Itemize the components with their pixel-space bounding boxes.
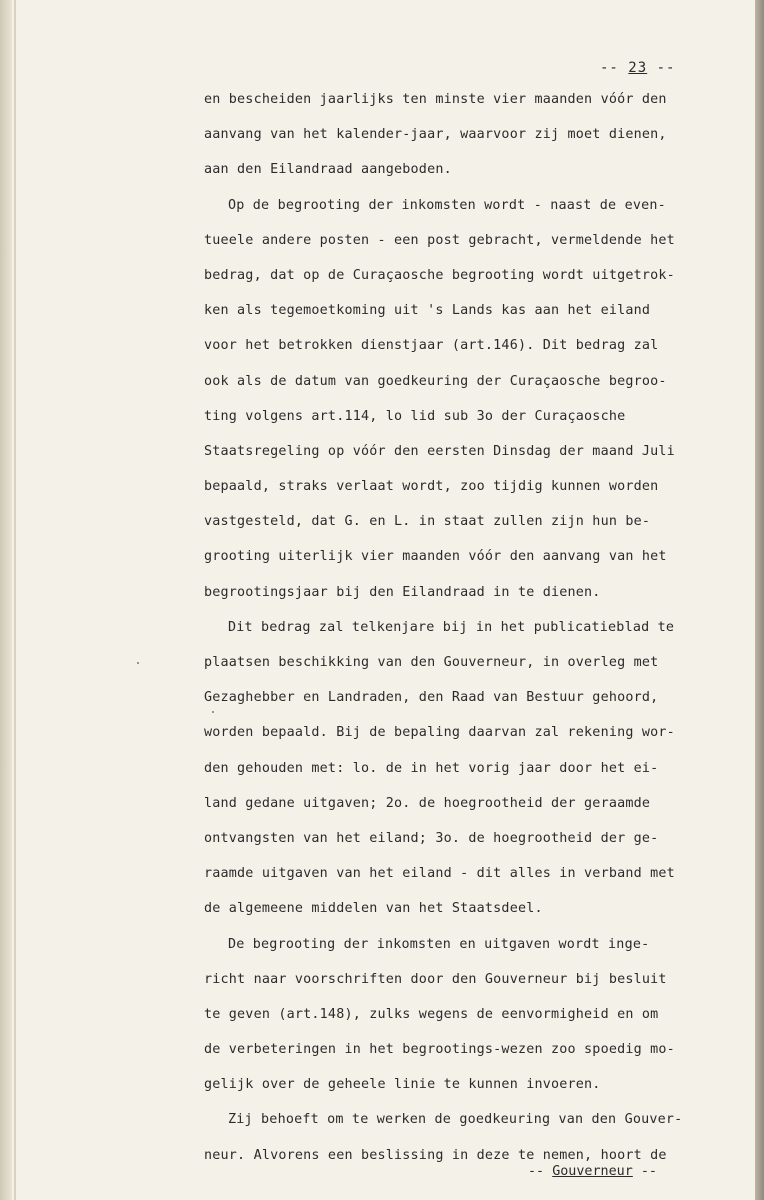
paper-speck <box>137 662 139 664</box>
body-text <box>204 86 704 1177</box>
text-line: bepaald, straks verlaat wordt, zoo tijdig kunnen worden <box>204 479 659 495</box>
text-line: vastgesteld, dat G. en L. in staat zullen zijn hun be- <box>204 514 651 530</box>
text-line: te geven (art.148), zulks wegens de eenvormigheid en om <box>204 1006 659 1022</box>
text-line: voor het betrokken dienstjaar (art.146). Dit bedrag zal <box>204 338 659 354</box>
text-line: tueele andere posten - een post gebracht, vermeldende het <box>204 232 675 248</box>
paper-speck <box>212 711 214 713</box>
text-line: ting volgens art.114, lo lid sub 3o der Curaçaosche <box>204 408 626 424</box>
text-line: gelijk over de geheele linie te kunnen invoeren. <box>204 1077 601 1093</box>
text-line: de algemeene middelen van het Staatsdeel. <box>204 901 543 917</box>
text-line: aanvang van het kalender-jaar, waarvoor zij moet dienen, <box>204 127 667 143</box>
text-line: worden bepaald. Bij de bepaling daarvan zal rekening wor- <box>204 725 675 741</box>
page-number-suffix: -- <box>647 60 676 76</box>
text-line: aan den Eilandraad aangeboden. <box>204 162 452 178</box>
catchword <box>528 1164 657 1179</box>
page-left-edge <box>0 0 12 1200</box>
text-line: grooting uiterlijk vier maanden vóór den aanvang van het <box>204 549 667 565</box>
text-line: en bescheiden jaarlijks ten minste vier maanden vóór den <box>204 92 667 107</box>
paragraph-start-line: Dit bedrag zal telkenjare bij in het publicatieblad te <box>228 619 675 635</box>
text-line: ook als de datum van goedkeuring der Curaçaosche begroo- <box>204 373 667 389</box>
catchword-suffix: -- <box>632 1164 657 1179</box>
text-line: ontvangsten van het eiland; 3o. de hoegrootheid der ge- <box>204 830 659 846</box>
text-line: de verbeteringen in het begrootings-wezen zoo spoedig mo- <box>204 1042 675 1058</box>
paragraph-start-line: De begrooting der inkomsten en uitgaven wordt inge- <box>228 936 650 952</box>
text-line: bedrag, dat op de Curaçaosche begrooting wordt uitgetrok- <box>204 267 675 283</box>
page-right-edge <box>755 0 764 1200</box>
text-line: ken als tegemoetkoming uit 's Lands kas aan het eiland <box>204 303 651 319</box>
page-number-value: 23 <box>628 60 648 76</box>
text-line: raamde uitgaven van het eiland - dit alles in verband met <box>204 866 675 882</box>
text-line: begrootingsjaar bij den Eilandraad in te dienen. <box>204 584 601 600</box>
page-number <box>600 60 675 76</box>
paragraph-start-line: Zij behoeft om te werken de goedkeuring van den Gouver- <box>228 1112 683 1128</box>
text-line: Gezaghebber en Landraden, den Raad van Bestuur gehoord, <box>204 690 659 706</box>
page-fold-line <box>14 0 16 1200</box>
page-number-prefix: -- <box>600 60 629 76</box>
text-line: neur. Alvorens een beslissing in deze te nemen, hoort de <box>204 1147 667 1163</box>
text-line: plaatsen beschikking van den Gouverneur, in overleg met <box>204 655 659 670</box>
text-line: richt naar voorschriften door den Gouverneur bij besluit <box>204 971 667 987</box>
catchword-prefix: -- <box>528 1164 553 1179</box>
paragraph-start-line: Op de begrooting der inkomsten wordt - naast de even- <box>228 197 666 213</box>
text-line: den gehouden met: lo. de in het vorig jaar door het ei- <box>204 760 659 776</box>
text-line: Staatsregeling op vóór den eersten Dinsdag der maand Juli <box>204 443 675 459</box>
catchword-text: Gouverneur <box>552 1164 633 1179</box>
text-line: land gedane uitgaven; 2o. de hoegrootheid der geraamde <box>204 795 651 811</box>
